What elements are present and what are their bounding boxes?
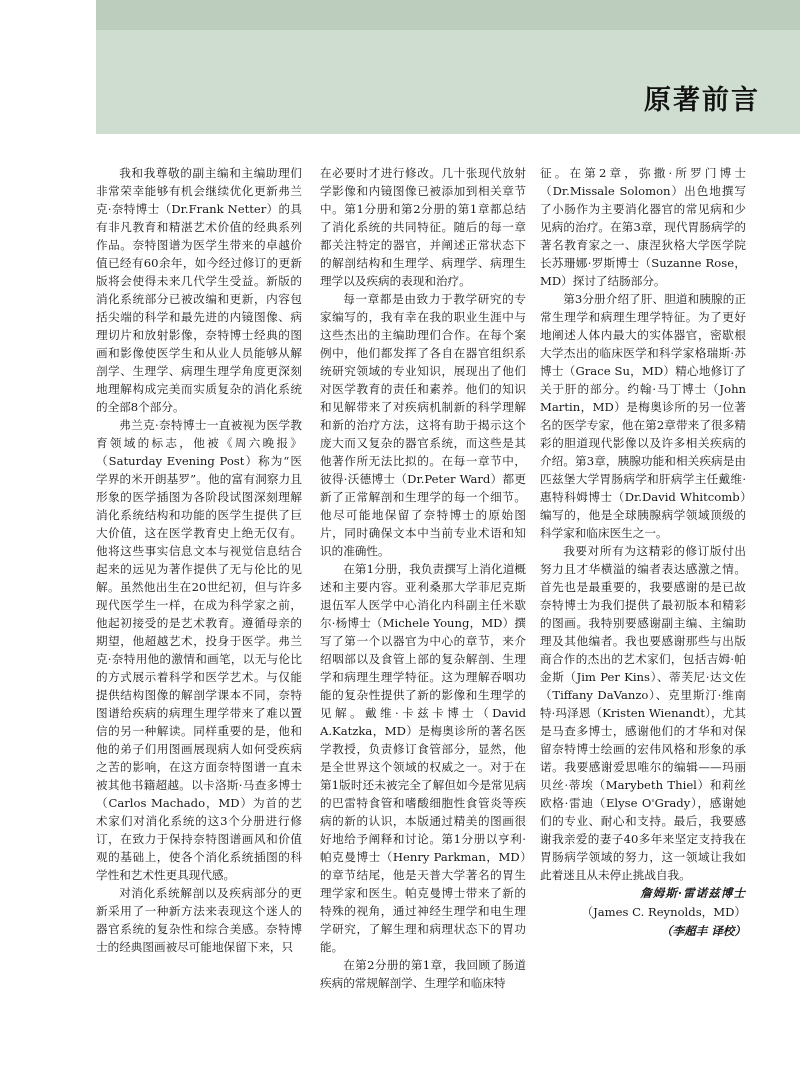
paragraph: 在第2分册的第1章，我回顾了肠道疾病的常规解剖学、生理学和临床特	[320, 958, 526, 990]
paragraph: 第3分册介绍了肝、胆道和胰腺的正常生理学和病理生理学特征。为了更好地阐述人体内最大的实体器官，密歇根大学杰出的临床医学和科学家格瑞斯·苏博士（Grace Su，MD）精心地修订了关于肝的部分。约翰·马丁博士（John Martin，MD）是梅奥诊所的另一位著名的医学专家，他在第2章带来了很多精彩的胆道现代影像以及许多相关疾病的介绍。第3章，胰腺功能和相关疾病是由匹兹堡大学胃肠病学和肝病学主任戴维·惠特科姆博士（Dr.David Whitcomb）编写的，他是全球胰腺病学领域顶级的科学家和临床医生之一。	[540, 292, 746, 540]
paragraph: 对消化系统解剖以及疾病部分的更新采用了一种新方法来表现这个迷人的器官系统的复杂性和综合美感。奈特博士的经典图画被尽可能地保留下来，只	[96, 886, 302, 954]
signature-name-en: （James C. Reynolds，MD）	[581, 905, 746, 919]
paragraph: 我和我尊敬的副主编和主编助理们非常荣幸能够有机会继续优化更新弗兰克·奈特博士（Dr.Frank Netter）的具有非凡教育和精湛艺术价值的经典系列作品。奈特图谱为医学生带来的卓越价值已经有60余年，如今经过修订的更新版将会使得未来几代学生受益。新版的消化系统部分已被改编和更新，内容包括尖端的科学和最先进的内镜图像、病理切片和放射影像，奈特博士经典的图画和影像使医学生和从业人员能够从解剖学、生理学、病理生理学角度更深刻地理解构成完美而实质复杂的消化系统的全部8个部分。	[96, 166, 302, 414]
paragraph: 弗兰克·奈特博士一直被视为医学教育领域的标志，他被《周六晚报》（Saturday Evening Post）称为“医学界的米开朗基罗”。他的富有洞察力且形象的医学插图为各阶段试图深刻理解消化系统结构和功能的医学生提供了巨大价值，这在医学教育史上绝无仅有。他将这些事实信息文本与视觉信息结合起来的远见为著作提供了无与伦比的见解。虽然他出生在20世纪初，但与许多现代医学生一样，在成为科学家之前，他起初接受的是艺术教育。遵循母亲的期望，他超越艺术，投身于医学。弗兰克·奈特用他的激情和画笔，以无与伦比的方式展示着科学和医学艺术。与仅能提供结构图像的解剖学课本不同，奈特图谱给疾病的病理生理学带来了难以置信的另一种解读。同样重要的是，他和他的弟子们用图画展现病人如何受疾病之苦的影响，在这方面奈特图谱一直未被其他书籍超越。以卡洛斯·马查多博士（Carlos Machado，MD）为首的艺术家们对消化系统的这3个分册进行修订，在致力于保持奈特图谱画风和价值观的基础上，使各个消化系统插图的科学性和艺术性更具现代感。	[96, 418, 302, 882]
paragraph: 每一章都是由致力于教学研究的专家编写的，我有幸在我的职业生涯中与这些杰出的主编助理们合作。在每个案例中，他们都发挥了各自在器官组织系统研究领域的专业知识，展现出了他们对医学教育的责任和素养。他们的知识和见解带来了对疾病机制新的科学理解和新的治疗方法，这将有助于揭示这个庞大而又复杂的器官系统，而这些是其他著作所无法比拟的。在每一章节中，彼得·沃德博士（Dr.Peter Ward）都更新了正常解剖和生理学的每一个细节。他尽可能地保留了奈特博士的原始图片，同时确保文本中当前专业术语和知识的准确性。	[320, 292, 526, 558]
page-title: 原著前言	[644, 85, 760, 116]
column-3	[540, 164, 746, 1064]
paragraph: 征。在第2章，弥撒·所罗门博士（Dr.Missale Solomon）出色地撰写了小肠作为主要消化器官的常见病和少见病的治疗。在第3章，现代胃肠病学的著名教育家之一、康涅狄格大学医学院长苏珊娜·罗斯博士（Suzanne Rose，MD）探讨了结肠部分。	[540, 166, 746, 288]
column-1	[96, 164, 302, 1064]
paragraph: 我要对所有为这精彩的修订版付出努力且才华横溢的编者表达感激之情。首先也是最重要的，我要感谢的是已故奈特博士为我们提供了最初版本和精彩的图画。我特别要感谢副主编、主编助理及其他编者。我也要感谢那些与出版商合作的杰出的艺术家们，包括吉姆·帕金斯（Jim Per Kins）、蒂芙尼·达文佐（Tiffany DaVanzo）、克里斯汀·维南特·玛泽恩（Kristen Wienandt），尤其是马查多博士，感谢他们的才华和对保留奈特博士绘画的宏伟风格和形象的承诺。我要感谢爱思唯尔的编辑——玛丽贝丝·蒂埃（Marybeth Thiel）和莉丝欧格·雷迪（Elyse O'Grady），感谢她们的专业、耐心和支持。最后，我要感谢我亲爱的妻子40多年来坚定支持我在胃肠病学领域的努力，这一领域让我如此着迷且从未停止挑战自我。	[540, 544, 746, 882]
column-2	[320, 164, 526, 1064]
body-columns	[96, 164, 762, 1064]
header-band-strip	[96, 0, 800, 30]
signature-name: 詹姆斯·雷诺兹博士	[640, 886, 746, 900]
paragraph: 在必要时才进行修改。几十张现代放射学影像和内镜图像已被添加到相关章节中。第1分册和第2分册的第1章都总结了消化系统的共同特征。随后的每一章都关注特定的器官，并阐述正常状态下的解剖结构和生理学、病理学、病理生理学以及疾病的表现和治疗。	[320, 166, 526, 288]
paragraph: 在第1分册，我负责撰写上消化道概述和主要内容。亚利桑那大学菲尼克斯退伍军人医学中心消化内科副主任米歇尔·杨博士（Michele Young，MD）撰写了第一个以器官为中心的章节，来介绍咽部以及食管上部的复杂解剖、生理学和病理生理学特征。这为理解吞咽功能的复杂性提供了新的影像和生理学的见解。戴维·卡兹卡博士（David A.Katzka，MD）是梅奥诊所的著名医学教授，负责修订食管部分，显然，他是全世界这个领域的权威之一。对于在第1版时还未被完全了解但如今是常见病的巴雷特食管和嗜酸细胞性食管炎等疾病的新的认识，本版通过精美的图画很好地给予阐释和讨论。第1分册以亨利·帕克曼博士（Henry Parkman，MD）的章节结尾，他是天普大学著名的胃生理学家和医生。帕克曼博士带来了新的特殊的视角，通过神经生理学和电生理学研究，了解生理和病理状态下的胃功能。	[320, 562, 526, 954]
translator-credit: （李超丰 译校）	[660, 924, 746, 938]
